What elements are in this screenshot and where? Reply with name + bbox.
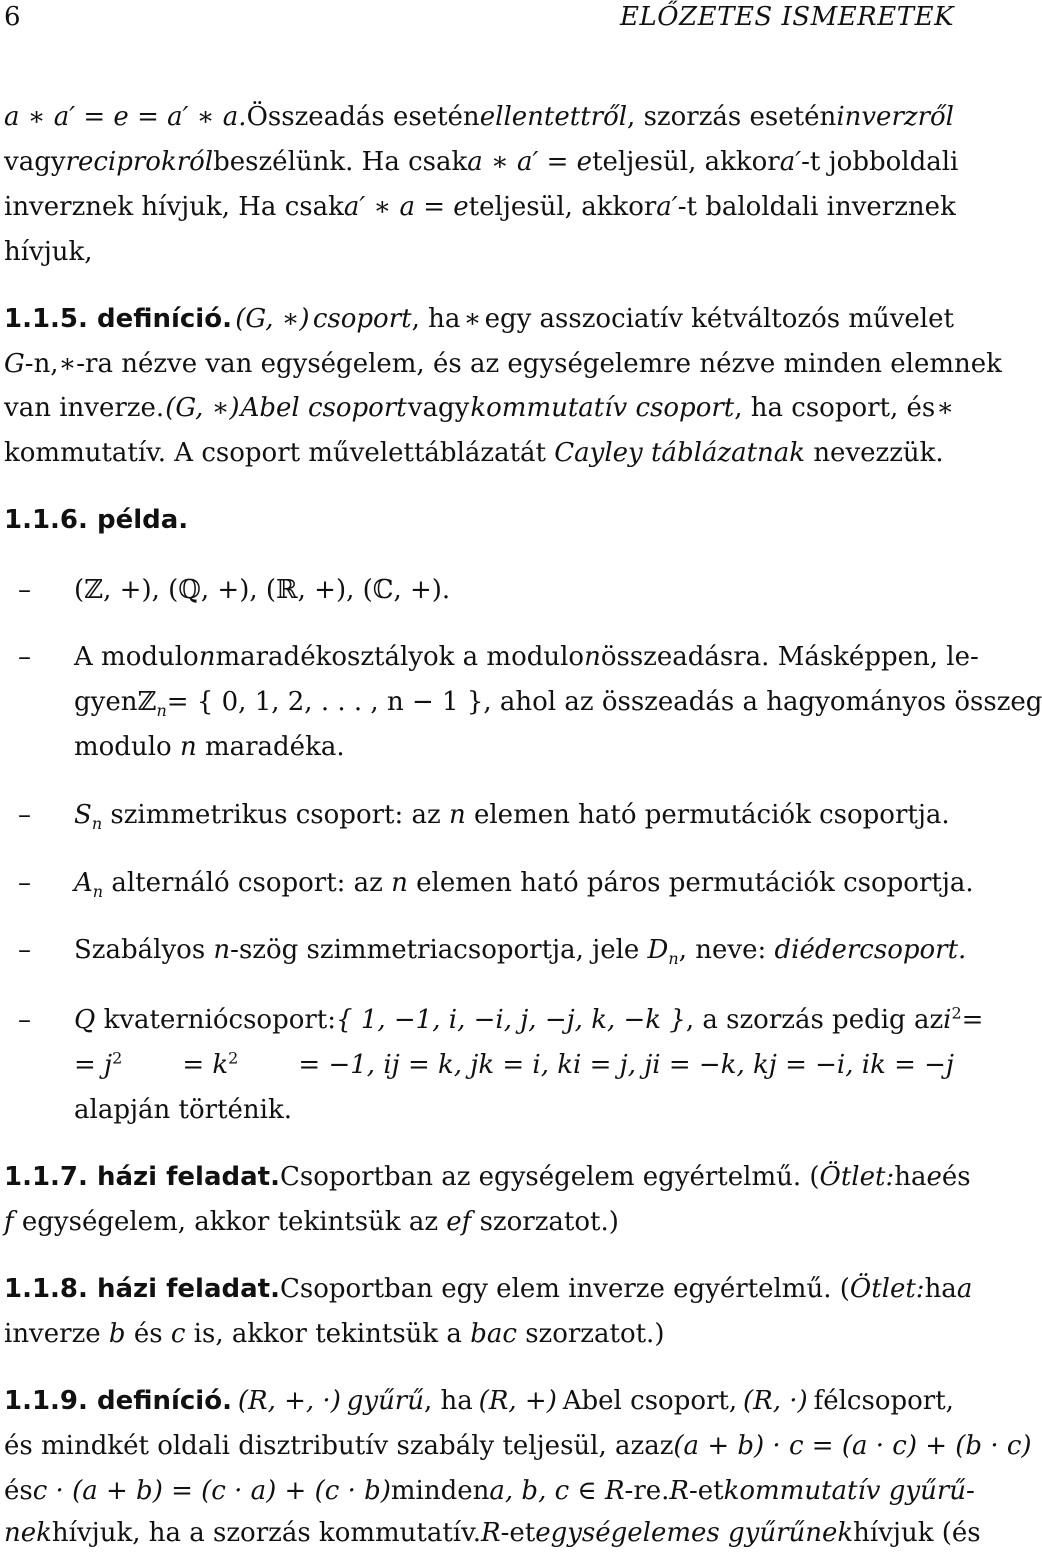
bullet-dash: – [18,868,31,898]
homework-1-1-7-line-1: 1.1.7. házi feladat. Csoportban az egységelem egyértelmű. (Ötlet: ha e és [4,1160,954,1196]
bullet-dash: – [18,1005,31,1035]
definition-1-1-9-line-3: és c · (a + b) = (c · a) + (c · b) minden a, b, c ∈ R-re. R-et kommutatív gyűrű- [4,1476,975,1506]
example-item-dihedral-group: Szabályos n-szög szimmetriacsoportja, jele $D_n$, neve: diédercsoport. [74,935,967,969]
homework-label: 1.1.8. házi feladat. [4,1274,280,1304]
bullet-dash: – [18,800,31,830]
intro-line-3: inverznek hívjuk, Ha csak a′ ∗ a = e teljesül, akkor a′-t baloldali inverznek [4,192,956,222]
homework-label: 1.1.7. házi feladat. [4,1162,280,1192]
intro-line-4: hívjuk, [4,237,93,267]
homework-1-1-7-line-2: f egységelem, akkor tekintsük az ef szorzatot.) [4,1207,619,1237]
homework-1-1-8-line-2: inverze b és c is, akkor tekintsük a bac szorzatot.) [4,1319,665,1349]
definition-1-1-9-line-2: és mindkét oldali disztributív szabály teljesül, azaz (a + b) · c = (a · c) + (b · c) [4,1431,1032,1461]
example-item-modulo-line-3: modulo n maradéka. [74,732,345,762]
example-item-quaternion-line-2: = $j^2$ = $k^2$ = −1, ij = k, jk = i, ki = j, ji = −k, kj = −i, ik = −j [74,1048,954,1080]
definition-1-1-9-line-4: nek hívjuk, ha a szorzás kommutatív. R-et egységelemes gyűrűnek hívjuk (és [4,1518,981,1548]
example-item-symmetric-group: $S_n$ szimmetrikus csoport: az n elemen ható permutációk csoportja. [74,800,950,834]
running-header [4,2,954,38]
bullet-dash: – [18,575,31,605]
page-number: 6 [4,2,21,32]
bullet-dash: – [18,642,31,672]
running-title: ELŐZETES ISMERETEK [620,2,954,32]
definition-1-1-5-line-2: G-n, ∗-ra nézve van egységelem, és az egységelemre nézve minden elemnek [4,349,1002,379]
definition-1-1-9-line-1: 1.1.9. definíció. (R, +, ·) gyűrű, ha (R, +) Abel csoport, (R, ·) félcsoport, [4,1384,954,1420]
definition-label: 1.1.5. definíció. [4,304,232,334]
intro-line-2: vagy reciprokról beszélünk. Ha csak a ∗ a′ = e teljesül, akkor a′-t jobboldali [4,147,959,177]
intro-line-1: a ∗ a′ = e = a′ ∗ a. Összeadás esetén ellentettről, szorzás esetén inverzről [4,102,954,132]
bullet-dash: – [18,935,31,965]
example-item-modulo-line-2: gyen ℤ$_n$ = { 0, 1, 2, . . . , n − 1 }, ahol az összeadás a hagyományos összeg [74,687,1042,721]
example-item-alternating-group: $A_n$ alternáló csoport: az n elemen ható páros permutációk csoportja. [74,868,974,902]
definition-label: 1.1.9. definíció. [4,1386,232,1416]
definition-1-1-5-line-4: kommutatív. A csoport művelettáblázatát Cayley táblázatnak nevezzük. [4,438,944,468]
example-item-quaternion-line-3: alapján történik. [74,1095,292,1125]
definition-1-1-5-line-3: van inverze. (G, ∗) Abel csoport vagy kommutatív csoport, ha csoport, és ∗ [4,393,954,423]
example-item-number-sets: (ℤ, +), (ℚ, +), (ℝ, +), (ℂ, +). [74,575,451,605]
homework-1-1-8-line-1: 1.1.8. házi feladat. Csoportban egy elem inverze egyértelmű. (Ötlet: ha a [4,1272,954,1308]
example-item-quaternion-line-1: Q kvaterniócsoport: { 1, −1, i, −i, j, −j, k, −k } , a szorzás pedig az $i^2$ = [74,1003,984,1035]
definition-1-1-5-line-1: 1.1.5. definíció. (G, ∗) csoport, ha ∗ egy asszociatív kétváltozós művelet [4,302,954,338]
example-1-1-6-label: 1.1.6. példa. [4,505,189,535]
example-item-modulo-line-1: A modulo n maradékosztályok a modulo n összeadásra. Másképpen, le- [74,642,979,672]
